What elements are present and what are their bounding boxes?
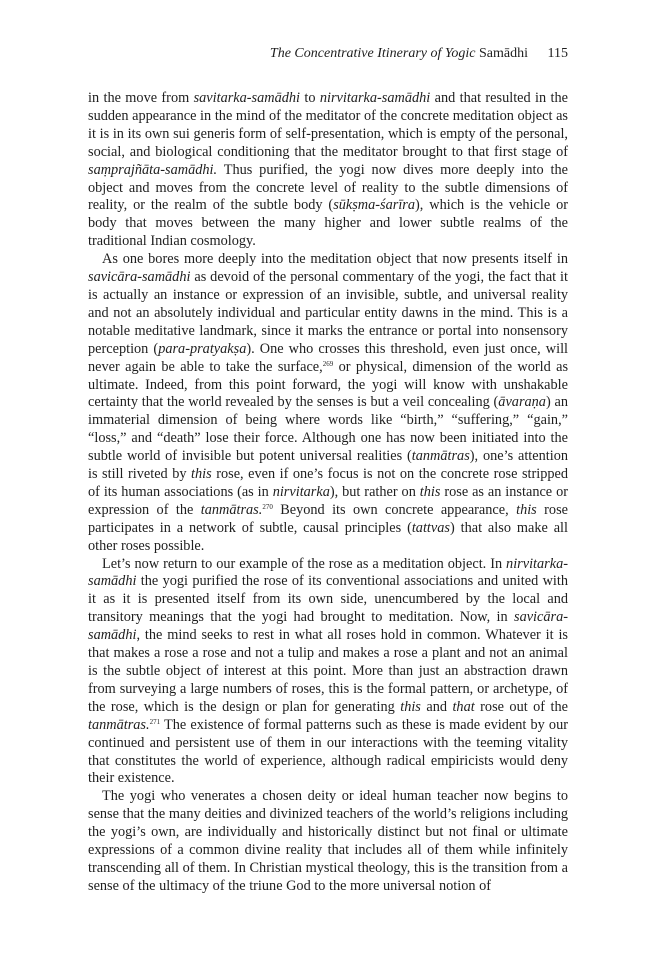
text-run: the yogi purified the rose of its conventional associations and united with it as it is presented itself from its own side, unencumbered by the local and transitory meanings that the yogi had brought to meditation. Now, in (88, 573, 568, 626)
running-header (88, 46, 568, 66)
text-run: ), one’s attention is still riveted by (88, 448, 568, 483)
italic-term: tanmātras. (88, 716, 150, 733)
italic-term: this (191, 466, 212, 483)
paragraph (88, 90, 568, 251)
text-run: The yogi who venerates a chosen deity or ideal human teacher now begins to sense that the many deities and divinized teachers of the world’s religions including the yogi’s own, are individually and historically distinct but not final or ultimate expressions of a common divine reality that includes all of them while infinitely transcending all of them. In Christian mystical theology, this is the transition from a sense of the ultimacy of the triune God to the more universal notion of (88, 788, 568, 894)
paragraph (88, 251, 568, 555)
text-run: ), which is the vehicle or body that moves between the many higher and lower subtle realms of the traditional Indian cosmology. (88, 197, 568, 250)
footnote-ref[interactable]: 270 (262, 502, 273, 511)
italic-term: that (452, 698, 475, 715)
running-title (270, 46, 528, 62)
paragraph (88, 556, 568, 789)
running-title-main: The Concentrative Itinerary of Yogic (269, 46, 479, 61)
text-run: rose, even if one’s focus is not on the concrete rose stripped of its human associations (as in (88, 466, 569, 500)
text-run: ). One who crosses this threshold, even just once, will never again be able to take the surface, (88, 340, 569, 375)
italic-term: tattvas (411, 519, 450, 536)
text-run: or physical, dimension of the world as ultimate. Indeed, from this point forward, the yogi will know with unshakable certainty that the world revealed by the senses is but a veil concealing ( (88, 358, 569, 411)
text-run: Beyond its own concrete appearance, (272, 501, 517, 518)
text-run: ) that also make all other roses possible. (88, 519, 568, 554)
page-number: 115 (547, 46, 568, 61)
italic-term: sūkṣma-śarīra (333, 197, 416, 214)
text-run: The existence of formal patterns such as these is made evident by our continued and persistent use of them in our interactions with the teeming vitality that constitutes the world of experience, although radical empiricists would deny their existence. (88, 716, 568, 787)
text-run: Let’s now return to our example of the rose as a meditation object. In (102, 555, 507, 572)
italic-term: this (516, 501, 537, 518)
italic-term: tanmātras. (200, 501, 263, 518)
italic-term: nirvitarka (272, 483, 330, 500)
running-title-term: Samādhi (479, 46, 528, 61)
text-run: and (420, 698, 453, 715)
italic-term: nirvitarka-samādhi (88, 555, 568, 590)
italic-term: para-pratyakṣa (158, 340, 247, 357)
italic-term: savitarka-samādhi (193, 90, 301, 106)
text-run: rose participates in a network of subtle, causal principles ( (88, 501, 568, 536)
footnote-ref[interactable]: 269 (322, 359, 334, 368)
italic-term: this (419, 483, 441, 500)
italic-term: saṃprajñāta-samādhi. (88, 161, 218, 178)
text-run: ), but rather on (329, 483, 420, 500)
text-run: in the move from (88, 90, 194, 106)
body-text (88, 90, 568, 896)
text-run: rose as an instance or expression of the (88, 483, 568, 518)
italic-term: savicāra-samādhi (88, 269, 191, 286)
italic-term: tanmātras (411, 448, 470, 465)
footnote-ref[interactable]: 271 (149, 717, 161, 726)
italic-term: nirvitarka-samādhi (319, 90, 431, 106)
italic-term: this (400, 698, 421, 715)
text-run: Thus purified, the yogi now dives more deeply into the object and moves from the concrete level of reality to the subtle dimensions of reality, or the realm of the subtle body ( (88, 161, 568, 214)
text-run: As one bores more deeply into the meditation object that now presents itself in (102, 251, 568, 268)
italic-term: savicāra-samādhi (88, 609, 568, 644)
text-run: ) an immaterial dimension of being where words like “birth,” “suffering,” “gain,” “loss,” and “death” lose their force. Although one has now been initiated into the subtle world of invisible but potent universal realities ( (88, 394, 568, 465)
italic-term: āvaraṇa (498, 394, 546, 411)
text-run: rose out of the (474, 698, 568, 715)
text-run: and that resulted in the sudden appearance in the mind of the meditator of the concrete meditation object as it is in its own sui generis form of self-presentation, which is empty of the personal, social, and biological conditioning that the meditator brought to that first stage of (88, 90, 568, 160)
paragraph (88, 788, 568, 895)
text-run: as devoid of the personal commentary of the yogi, the fact that it is actually an instance or expression of an invisible, subtle, and universal reality and not an absolutely individual and particular entity dawns in the mind. This is a notable meditative landmark, since it marks the entrance or portal into nonsensory perception ( (88, 269, 568, 357)
text-run: to (300, 90, 320, 106)
text-run: , the mind seeks to rest in what all roses hold in common. Whatever it is that makes a rose a rose and not a tulip and makes a rose a plant and not an animal is the subtle object of interest at this point. More than just an abstraction drawn from surveying a large numbers of roses, this is the formal pattern, or archetype, of the rose, which is the design or plan for generating (88, 627, 568, 715)
